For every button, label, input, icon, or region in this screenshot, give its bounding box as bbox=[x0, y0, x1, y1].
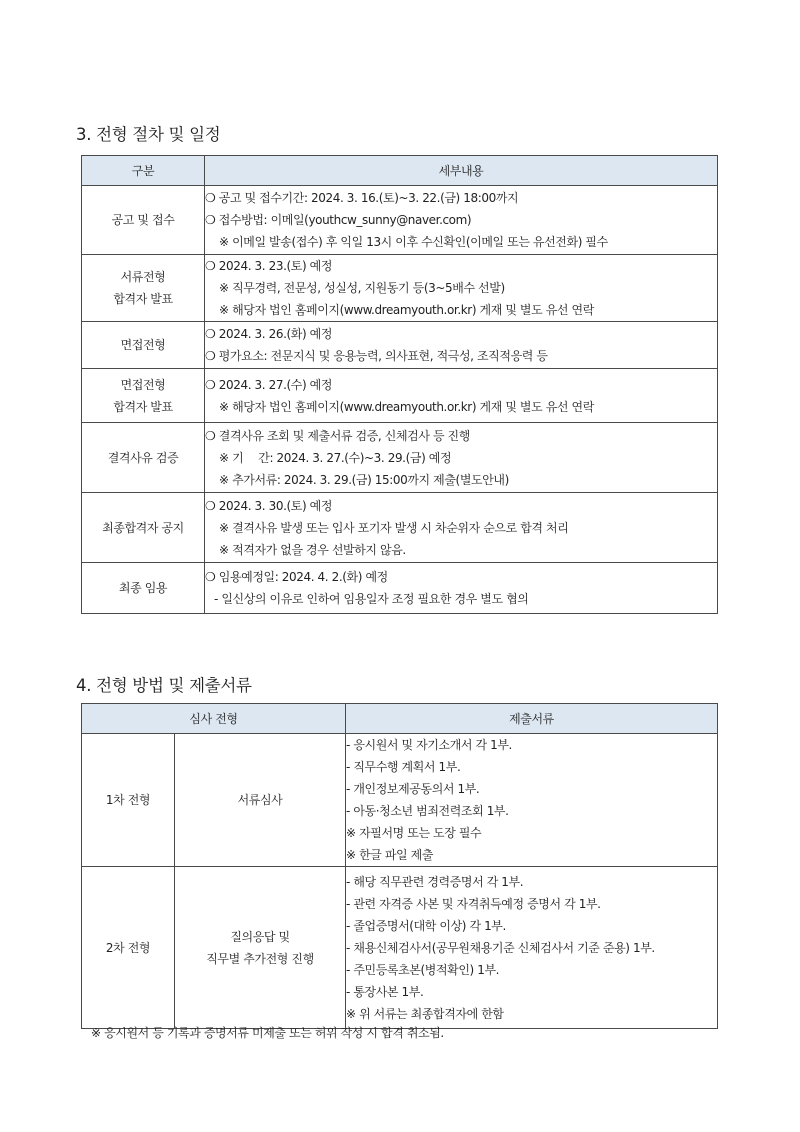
detail-line: ※ 해당자 법인 홈페이지(www.dreamyouth.or.kr) 게재 및 별도 유선 연락 bbox=[219, 303, 594, 317]
row-detail bbox=[205, 255, 718, 322]
detail-line: ❍ 평가요소: 전문지식 및 응용능력, 의사표현, 적극성, 조직적응력 등 bbox=[205, 349, 548, 363]
detail-line: ※ 기 간: 2024. 3. 27.(수)~3. 29.(금) 예정 bbox=[219, 450, 452, 465]
row-label bbox=[82, 322, 205, 369]
row-label-line: 결격사유 검증 bbox=[107, 450, 179, 465]
detail-line: ※ 해당자 법인 홈페이지(www.dreamyouth.or.kr) 게재 및 별도 유선 연락 bbox=[219, 399, 594, 414]
row-detail bbox=[205, 186, 718, 255]
doc-item: - 개인정보제공동의서 1부. bbox=[346, 782, 480, 796]
detail-line: ❍ 2024. 3. 27.(수) 예정 bbox=[205, 377, 333, 392]
schedule-table bbox=[81, 155, 718, 614]
row-label-line: 공고 및 접수 bbox=[111, 213, 175, 227]
row-label-line: 최종 임용 bbox=[118, 581, 168, 595]
stage-cell: 1차 전형 bbox=[82, 734, 175, 867]
detail-line: ❍ 접수방법: 이메일(youthcw_sunny@naver.com) bbox=[205, 213, 472, 227]
table-row bbox=[82, 423, 718, 493]
row-label bbox=[82, 369, 205, 423]
row-label-line: 면접전형 bbox=[120, 338, 166, 352]
doc-item: - 통장사본 1부. bbox=[346, 984, 424, 999]
docs-cell bbox=[346, 867, 718, 1029]
documents-table bbox=[81, 703, 718, 1029]
detail-line: ※ 적격자가 없을 경우 선발하지 않음. bbox=[219, 542, 406, 557]
row-label bbox=[82, 255, 205, 322]
row-label-line: 합격자 발표 bbox=[113, 399, 173, 414]
row-label bbox=[82, 563, 205, 614]
detail-line: ❍ 2024. 3. 23.(토) 예정 bbox=[205, 259, 333, 273]
row-detail bbox=[205, 493, 718, 563]
detail-line: ❍ 2024. 3. 30.(토) 예정 bbox=[205, 498, 333, 513]
row-label bbox=[82, 186, 205, 255]
doc-item: - 해당 직무관련 경력증명서 각 1부. bbox=[346, 874, 524, 889]
column-header: 세부내용 bbox=[205, 156, 718, 186]
table-header-row bbox=[82, 704, 718, 734]
table-row bbox=[82, 563, 718, 614]
doc-item: ※ 한글 파일 제출 bbox=[346, 848, 434, 862]
table-row bbox=[82, 186, 718, 255]
method-cell bbox=[175, 867, 346, 1029]
detail-line: ※ 결격사유 발생 또는 입사 포기자 발생 시 차순위자 순으로 합격 처리 bbox=[219, 520, 569, 535]
table-row bbox=[82, 255, 718, 322]
table-row bbox=[82, 369, 718, 423]
row-label bbox=[82, 423, 205, 493]
table-header-row bbox=[82, 156, 718, 186]
row-label-line: 합격자 발표 bbox=[113, 292, 173, 306]
detail-line: ※ 직무경력, 전문성, 성실성, 지원동기 등(3~5배수 선발) bbox=[219, 281, 505, 295]
row-detail bbox=[205, 563, 718, 614]
section-3-title: 3. 전형 절차 및 일정 bbox=[76, 125, 221, 144]
method-cell bbox=[175, 734, 346, 867]
detail-line: ※ 이메일 발송(접수) 후 익일 13시 이후 수신확인(이메일 또는 유선전화) 필수 bbox=[219, 235, 608, 249]
footnote: ※ 응시원서 등 기록과 증명서류 미제출 또는 허위 작성 시 합격 취소됨. bbox=[91, 1026, 444, 1040]
row-detail bbox=[205, 369, 718, 423]
row-label-line: 면접전형 bbox=[120, 377, 166, 392]
method-line: 질의응답 및 bbox=[230, 929, 290, 944]
table-row bbox=[82, 734, 718, 867]
row-label-line: 최종합격자 공지 bbox=[102, 520, 184, 535]
row-detail bbox=[205, 423, 718, 493]
doc-item: ※ 위 서류는 최종합격자에 한함 bbox=[346, 1006, 504, 1021]
doc-item: - 졸업증명서(대학 이상) 각 1부. bbox=[346, 918, 506, 933]
row-detail bbox=[205, 322, 718, 369]
detail-line: ❍ 공고 및 접수기간: 2024. 3. 16.(토)~3. 22.(금) 18:00까지 bbox=[205, 191, 519, 205]
detail-line: ❍ 결격사유 조회 및 제출서류 검증, 신체검사 등 진행 bbox=[205, 428, 470, 443]
detail-line: ❍ 임용예정일: 2024. 4. 2.(화) 예정 bbox=[205, 570, 388, 584]
stage-cell: 2차 전형 bbox=[82, 867, 175, 1029]
method-line: 직무별 추가전형 진행 bbox=[206, 951, 314, 966]
doc-item: - 주민등록초본(병적확인) 1부. bbox=[346, 962, 500, 977]
row-label bbox=[82, 493, 205, 563]
doc-item: - 채용신체검사서(공무원채용기준 신체검사서 기준 준용) 1부. bbox=[346, 940, 655, 955]
detail-line: ※ 추가서류: 2024. 3. 29.(금) 15:00까지 제출(별도안내) bbox=[219, 472, 509, 487]
detail-line: ❍ 2024. 3. 26.(화) 예정 bbox=[205, 327, 333, 341]
doc-item: - 직무수행 계획서 1부. bbox=[346, 760, 461, 774]
table-row bbox=[82, 493, 718, 563]
doc-item: - 응시원서 및 자기소개서 각 1부. bbox=[346, 738, 512, 752]
method-line: 서류심사 bbox=[237, 793, 283, 807]
docs-cell bbox=[346, 734, 718, 867]
row-label-line: 서류전형 bbox=[120, 270, 166, 284]
table-row bbox=[82, 322, 718, 369]
column-header: 심사 전형 bbox=[82, 704, 346, 734]
column-header: 제출서류 bbox=[346, 704, 718, 734]
doc-item: - 관련 자격증 사본 및 자격취득예정 증명서 각 1부. bbox=[346, 896, 601, 911]
doc-item: ※ 자필서명 또는 도장 필수 bbox=[346, 826, 482, 840]
section-4-title: 4. 전형 방법 및 제출서류 bbox=[76, 676, 252, 695]
table-row bbox=[82, 867, 718, 1029]
doc-item: - 아동·청소년 범죄전력조회 1부. bbox=[346, 804, 509, 818]
column-header: 구분 bbox=[82, 156, 205, 186]
detail-line: - 일신상의 이유로 인하여 임용일자 조정 필요한 경우 별도 협의 bbox=[214, 592, 529, 606]
